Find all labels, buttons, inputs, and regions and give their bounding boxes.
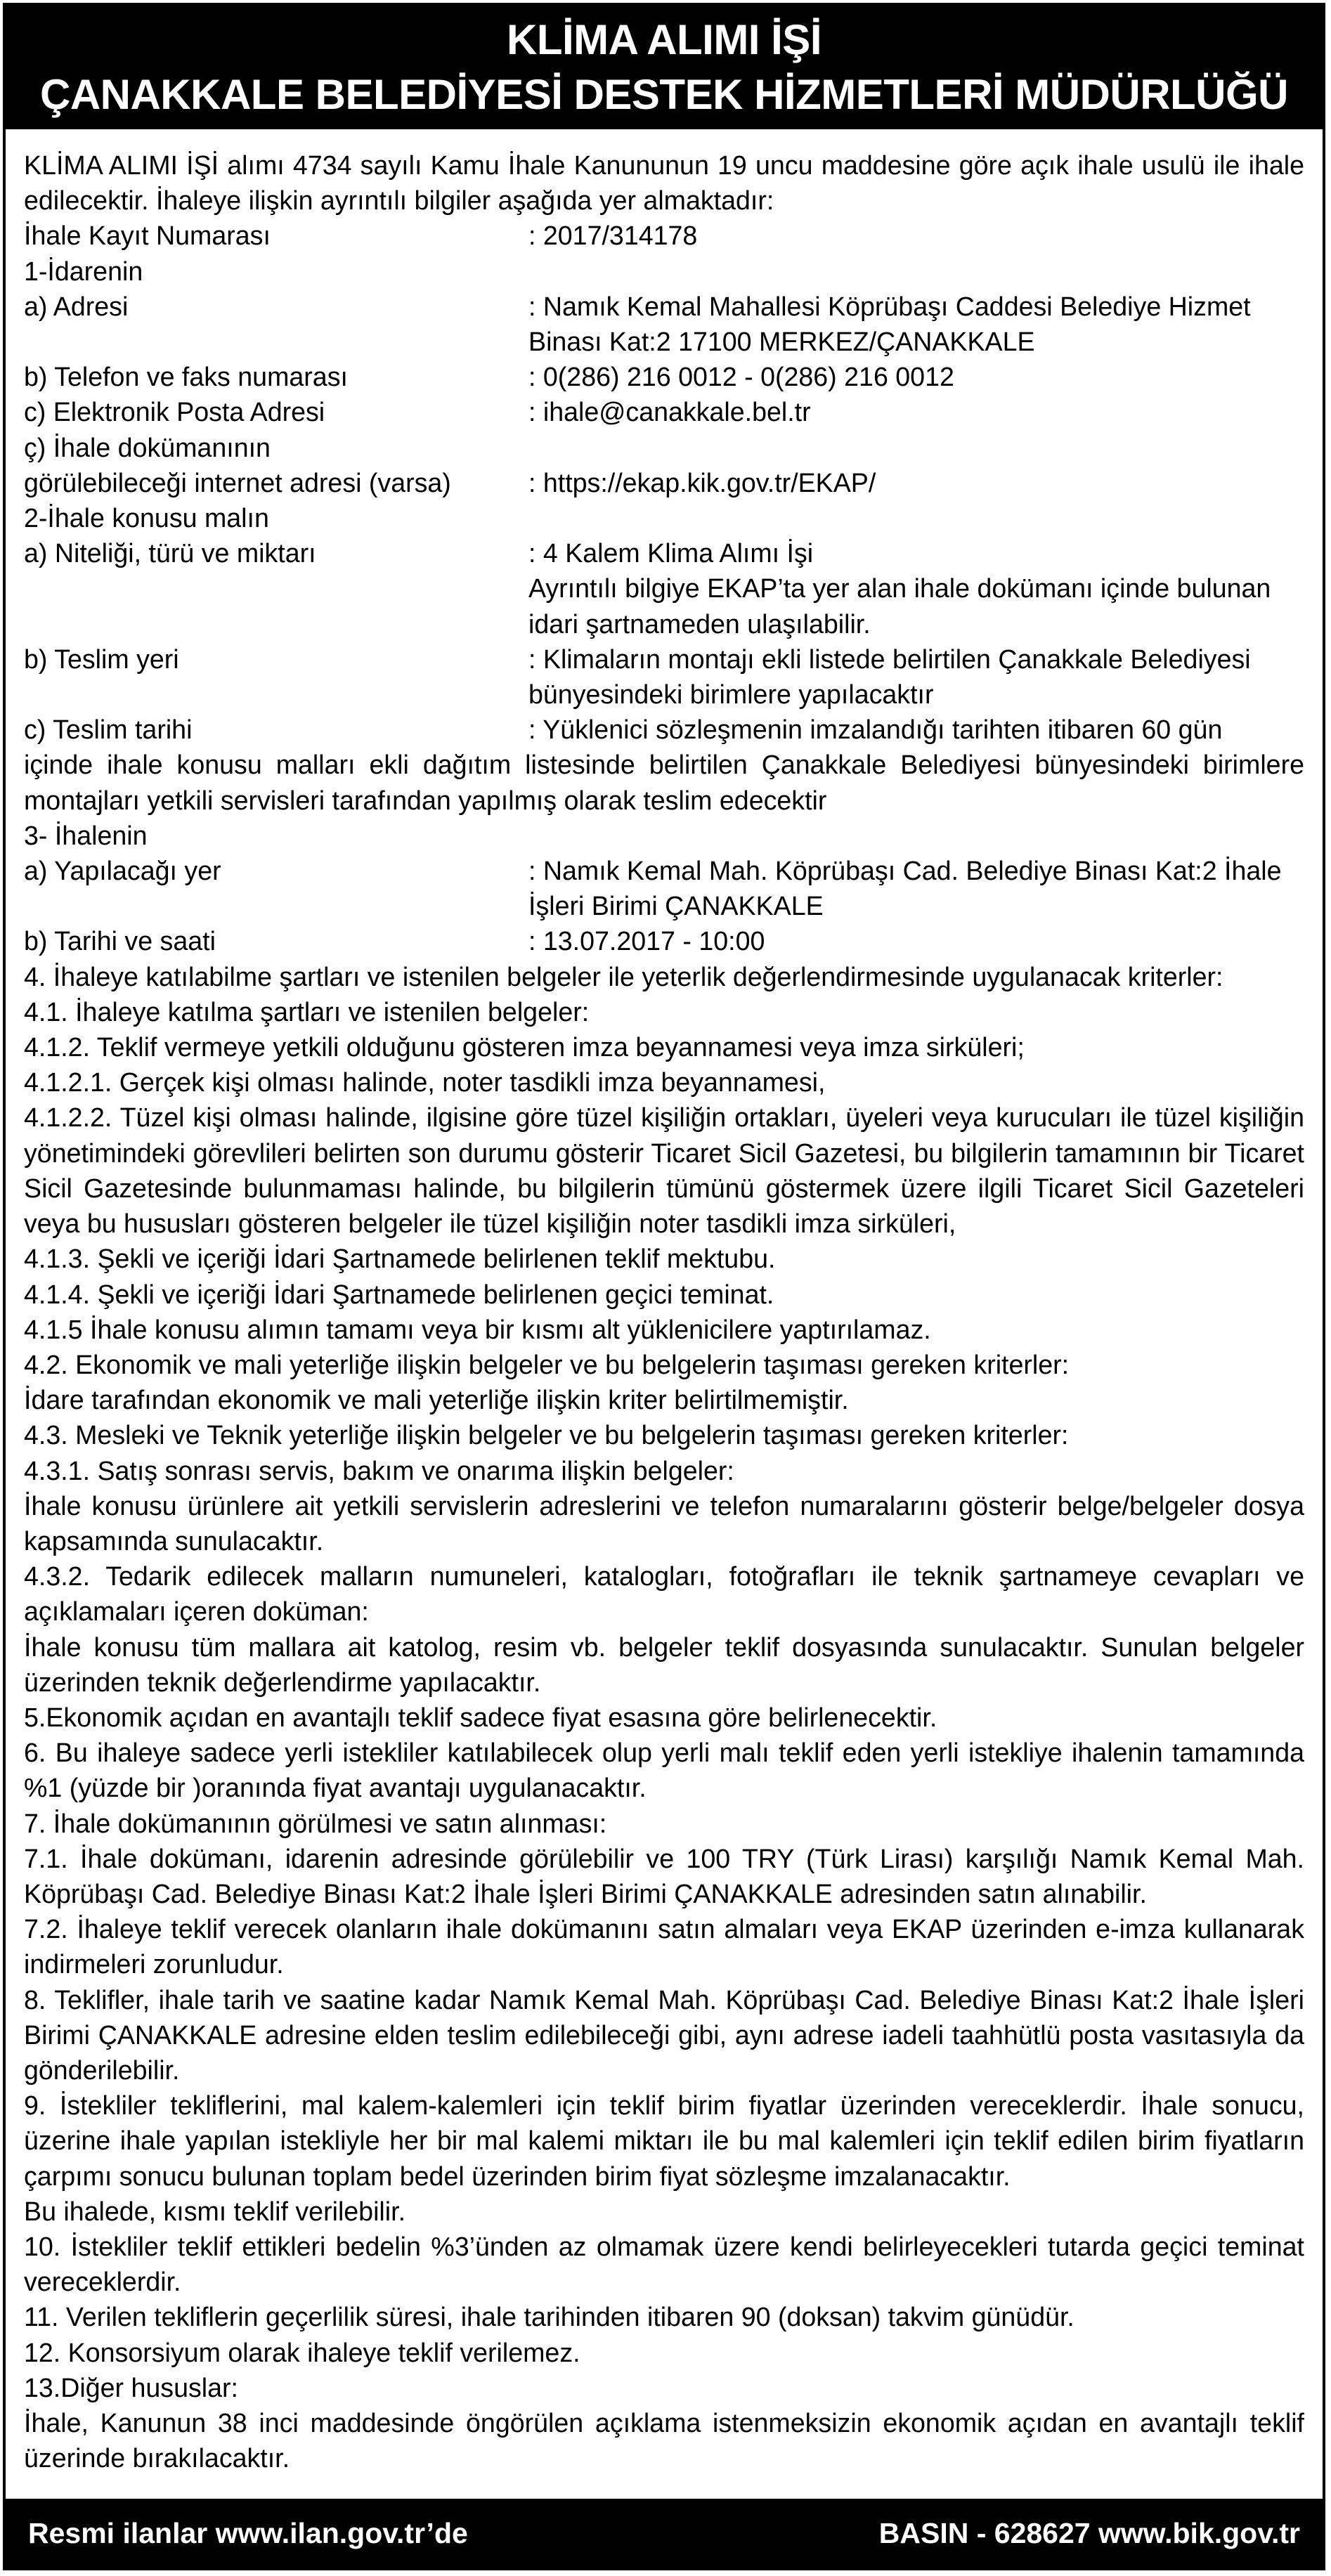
clause-paragraph: 4.1.5 İhale konusu alımın tamamı veya bir kısmı alt yüklenicilere yaptırılamaz. <box>24 1314 931 1344</box>
email-row <box>24 394 1304 429</box>
web-address: : https://ekap.kik.gov.tr/EKAP/ <box>528 467 876 497</box>
section-2-heading: 2-İhale konusu malın <box>24 503 269 533</box>
phone-value: : 0(286) 216 0012 - 0(286) 216 0012 <box>528 362 954 392</box>
footer-left-text: Resmi ilanlar www.ilan.gov.tr’de <box>28 2516 468 2549</box>
clause-paragraph: 4.1. İhaleye katılma şartları ve istenilen belgeler: <box>24 996 590 1027</box>
venue-row <box>24 853 1304 923</box>
announcement-frame <box>3 3 1325 2570</box>
footer-right-text: BASIN - 628627 www.bik.gov.tr <box>878 2516 1300 2549</box>
nature-detail: Ayrıntılı bilgiye EKAP’ta yer alan ihale dokümanı içinde bulunan idari şartnameden ulaşılabilir. <box>528 573 1271 639</box>
delivery-place-value: : Klimaların montajı ekli listede belirtilen Çanakkale Belediyesi bünyesindeki birimlere yapılacaktır <box>528 644 1251 710</box>
section-1-heading: 1-İdarenin <box>24 256 143 286</box>
delivery-place-label: b) Teslim yeri <box>24 644 179 674</box>
phone-label: b) Telefon ve faks numarası <box>24 362 348 392</box>
web-label: görülebileceği internet adresi (varsa) <box>24 467 451 497</box>
announcement-body <box>6 129 1323 2476</box>
email-value: : ihale@canakkale.bel.tr <box>528 397 811 427</box>
clause-paragraph: 4.3.2. Tedarik edilecek malların numuneleri, katalogları, fotoğrafları ile teknik şartnameye cevapları ve açıklamaları içeren doküman: <box>24 1561 1304 1627</box>
clause-paragraph: 5.Ekonomik açıdan en avantajlı teklif sadece fiyat esasına göre belirlenecektir. <box>24 1702 937 1732</box>
clause-paragraph: 7. İhale dokümanının görülmesi ve satın alınması: <box>24 1808 607 1838</box>
clause-paragraph: 4.1.3. Şekli ve içeriği İdari Şartnamede belirlenen teklif mektubu. <box>24 1244 776 1274</box>
delivery-date-value: : Yüklenici sözleşmenin imzalandığı tarihten itibaren 60 gün <box>528 715 1223 745</box>
clause-paragraph: 4.1.2.1. Gerçek kişi olması halinde, noter tasdikli imza beyannamesi, <box>24 1067 826 1098</box>
registry-row <box>24 218 1304 253</box>
clause-paragraph: 7.1. İhale dokümanı, idarenin adresinde görülebilir ve 100 TRY (Türk Lirası) karşılığı Namık Kemal Mah. Köprübaşı Cad. Belediye Binası Kat:2 İhale İşleri Birimi ÇANAKKALE adresinden satın alınabilir. <box>24 1843 1304 1908</box>
clause-paragraph: 8. Teklifler, ihale tarih ve saatine kadar Namık Kemal Mah. Köprübaşı Cad. Belediye Binası Kat:2 İhale İşleri Birimi ÇANAKKALE adresine elden teslim edilebileceği gibi, aynı adrese iadeli taahhütlü posta vasıtasıyla da gönderilebilir. <box>24 1984 1304 2085</box>
clause-paragraph: 13.Diğer hususlar: <box>24 2372 238 2402</box>
clause-paragraph: 4.1.2. Teklif vermeye yetkili olduğunu gösteren imza beyannamesi veya imza sirküleri; <box>24 1032 1025 1062</box>
section-3-heading: 3- İhalenin <box>24 820 148 850</box>
announcement-subtitle: ÇANAKKALE BELEDİYESİ DESTEK HİZMETLERİ MÜDÜRLÜĞÜ <box>39 71 1289 118</box>
web-label-line-1: ç) İhale dokümanının <box>24 432 271 462</box>
clause-paragraph: 9. İstekliler tekliflerini, mal kalem-kalemleri için teklif birim fiyatlar üzerinden vereceklerdir. İhale sonucu, üzerine ihale yapılan istekliyle her bir mal kalemi miktarı ile bu mal kalemleri için teklif edilen birim fiyatların çarpımı sonucu bulunan toplam bedel üzerinden birim fiyat sözleşme imzalanacaktır. <box>24 2090 1304 2191</box>
header <box>6 6 1323 129</box>
delivery-date-continuation: içinde ihale konusu malları ekli dağıtım listesinde belirtilen Çanakkale Belediyesi bünyesindeki birimlere montajları yetkili servisleri tarafından yapılmış olarak teslim edecektir <box>24 750 1304 815</box>
clause-paragraph: İhale konusu ürünlere ait yetkili servislerin adreslerini ve telefon numaralarını gösterir belge/belgeler dosya kapsamında sunulacaktır. <box>24 1490 1304 1556</box>
venue-value: : Namık Kemal Mah. Köprübaşı Cad. Belediye Binası Kat:2 İhale İşleri Birimi ÇANAKKALE <box>528 856 1282 921</box>
footer-bar <box>6 2499 1323 2568</box>
nature-row <box>24 535 1304 642</box>
intro-paragraph: KLİMA ALIMI İŞİ alımı 4734 sayılı Kamu İhale Kanununun 19 uncu maddesine göre açık ihale usulü ile ihale edilecektir. İhaleye ilişkin ayrıntılı bilgiler aşağıda yer almaktadır: <box>24 150 1304 216</box>
clause-paragraph: 4.1.2.2. Tüzel kişi olması halinde, ilgisine göre tüzel kişiliğin ortakları, üyeleri veya kurucuları ile tüzel kişiliğin yönetimindeki görevlileri belirten son durumu gösterir Ticaret Sicil Gazetesi, bu bilgilerin tamamının bir Ticaret Sicil Gazetesinde bulunmaması halinde, bu bilgilerin tümünü göstermek üzere ilgili Ticaret Sicil Gazeteleri veya bu hususları gösteren belgeler ile tüzel kişiliğin noter tasdikli imza sirküleri, <box>24 1102 1304 1239</box>
clause-paragraph: 7.2. İhaleye teklif verecek olanların ihale dokümanını satın almaları veya EKAP üzerinden e-imza kullanarak indirmeleri zorunludur. <box>24 1914 1304 1979</box>
clause-paragraph: 4.2. Ekonomik ve mali yeterliğe ilişkin belgeler ve bu belgelerin taşıması gereken kriterler: <box>24 1349 1070 1379</box>
nature-value-block <box>528 535 1304 642</box>
email-label: c) Elektronik Posta Adresi <box>24 397 325 427</box>
clause-paragraph: 10. İstekliler teklif ettikleri bedelin %3’ünden az olmamak üzere kendi belirleyecekleri tutarda geçici teminat vereceklerdir. <box>24 2231 1304 2297</box>
date-time-value: : 13.07.2017 - 10:00 <box>528 926 765 956</box>
phone-row <box>24 359 1304 394</box>
announcement-title: KLİMA ALIMI İŞİ <box>506 16 822 63</box>
clause-paragraph: Bu ihalede, kısmı teklif verilebilir. <box>24 2196 406 2226</box>
nature-label: a) Niteliği, türü ve miktarı <box>24 538 316 568</box>
registry-label: İhale Kayıt Numarası <box>24 221 271 251</box>
venue-label: a) Yapılacağı yer <box>24 856 221 886</box>
clause-paragraph: 4.3. Mesleki ve Teknik yeterliğe ilişkin belgeler ve bu belgelerin taşıması gereken kriterler: <box>24 1420 1069 1450</box>
clause-paragraph: 4.3.1. Satış sonrası servis, bakım ve onarıma ilişkin belgeler: <box>24 1455 734 1485</box>
delivery-place-row <box>24 642 1304 712</box>
web-row <box>24 465 1304 500</box>
clause-paragraph: İdare tarafından ekonomik ve mali yeterliğe ilişkin kriter belirtilmemiştir. <box>24 1385 849 1415</box>
address-row <box>24 289 1304 359</box>
clause-paragraph: İhale, Kanunun 38 inci maddesinde öngörülen açıklama istenmeksizin ekonomik açıdan en avantajlı teklif üzerinde bırakılacaktır. <box>24 2408 1304 2473</box>
delivery-date-row <box>24 712 1304 747</box>
address-value: : Namık Kemal Mahallesi Köprübaşı Caddesi Belediye Hizmet Binası Kat:2 17100 MERKEZ/ÇANAKKALE <box>528 291 1251 357</box>
delivery-date-label: c) Teslim tarihi <box>24 715 193 745</box>
address-label: a) Adresi <box>24 291 129 321</box>
clause-paragraph: 4. İhaleye katılabilme şartları ve istenilen belgeler ile yeterlik değerlendirmesinde uygulanacak kriterler: <box>24 961 1223 991</box>
date-time-row <box>24 923 1304 958</box>
clause-paragraph: 11. Verilen tekliflerin geçerlilik süresi, ihale tarihinden itibaren 90 (doksan) takvim günüdür. <box>24 2302 1074 2332</box>
nature-value: : 4 Kalem Klima Alımı İşi <box>528 538 814 568</box>
clause-paragraph: 12. Konsorsiyum olarak ihaleye teklif verilemez. <box>24 2337 580 2367</box>
clause-paragraph: 6. Bu ihaleye sadece yerli istekliler katılabilecek olup yerli malı teklif eden yerli istekliye ihalenin tamamında %1 (yüzde bir )oranında fiyat avantajı uygulanacaktır. <box>24 1738 1304 1803</box>
clause-paragraph: İhale konusu tüm mallara ait katolog, resim vb. belgeler teklif dosyasında sunulacaktır. Sunulan belgeler üzerinden teknik değerlendirme yapılacaktır. <box>24 1632 1304 1697</box>
clause-paragraph: 4.1.4. Şekli ve içeriği İdari Şartnamede belirlenen geçici teminat. <box>24 1279 774 1309</box>
date-time-label: b) Tarihi ve saati <box>24 926 216 956</box>
registry-value: : 2017/314178 <box>528 221 698 251</box>
